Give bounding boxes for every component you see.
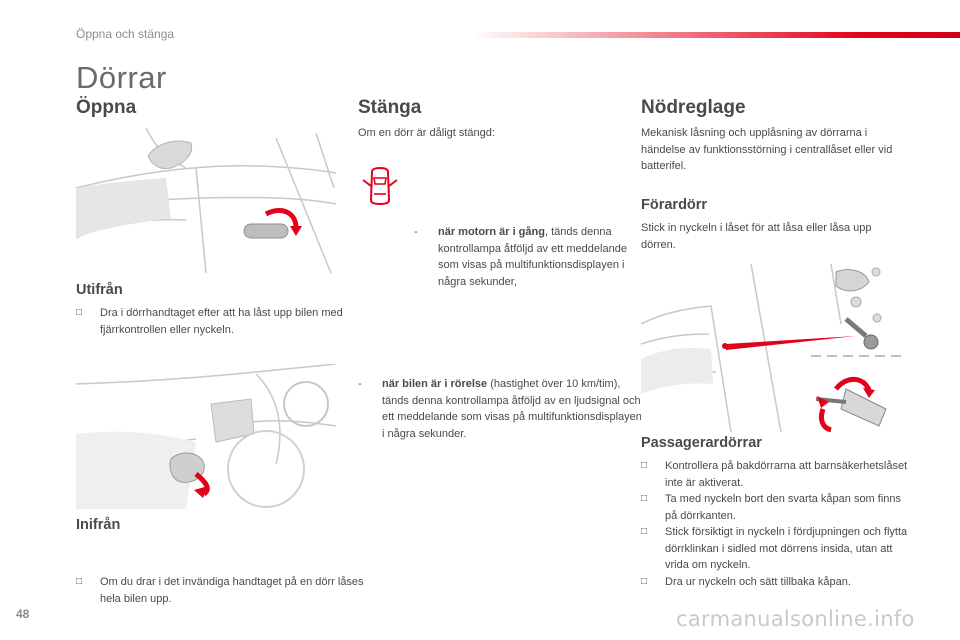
driver-door-text: Stick in nyckeln i låset för att låsa eller låsa upp dörren. — [641, 222, 872, 251]
interior-door-handle-illustration — [76, 364, 336, 509]
watermark: carmanualsonline.info — [676, 607, 915, 631]
door-open-warning-icon — [362, 166, 398, 206]
passenger-bullet-list — [641, 458, 909, 590]
heading-outside: Utifrån — [76, 282, 123, 298]
close-intro: Om en dörr är dåligt stängd: — [358, 127, 495, 139]
close-item-moving-bold: när bilen är i rörelse — [382, 378, 488, 390]
bullet-inside — [76, 574, 365, 607]
close-item-engine-text: , tänds denna kontrollampa åtföljd av ett meddelande som visas på multifunktionsdisplayen i några sekunder, — [438, 226, 627, 288]
page-title: Dörrar — [76, 60, 167, 95]
list-item: □ Kontrollera på bakdörrarna att barnsäkerhetslåset inte är aktiverat. — [641, 460, 908, 489]
header-accent-rule — [470, 32, 960, 38]
bullet-square-icon: □ — [641, 526, 648, 537]
bullet-square-icon: □ — [641, 575, 648, 587]
close-item-moving: - när bilen är i rörelse (hastighet över 10 km/tim), tänds denna kontrollampa åtföljd av en ljudsignal och ett meddelande som visas på multifunktionsdisplayen i några sekunder. — [358, 378, 642, 440]
door-lock-key-illustration — [641, 264, 903, 432]
heading-open: Öppna — [76, 97, 137, 118]
list-item: □ Dra ur nyckeln och sätt tillbaka kåpan. — [641, 574, 909, 591]
heading-passenger-doors: Passagerardörrar — [641, 435, 762, 451]
bullet-square-icon: □ — [641, 460, 648, 471]
heading-close: Stänga — [358, 97, 422, 118]
list-item: □ Stick försiktigt in nyckeln i fördjupningen och flytta dörrklinkan i sidled mot dörrens insida, utan att vrida om nyckeln. — [641, 526, 908, 571]
close-item-moving-text: (hastighet över 10 km/tim), tänds denna kontrollampa åtföljd av en ljudsignal och ett meddelande som visas på multifunktionsdisplayen i några sekunder. — [382, 378, 642, 440]
list-item: □ Ta med nyckeln bort den svarta kåpan som finns på dörrkanten. — [641, 493, 902, 522]
page-number: 48 — [16, 607, 30, 621]
heading-driver-door: Förardörr — [641, 197, 708, 213]
close-item-engine: - när motorn är i gång, tänds denna kontrollampa åtföljd av ett meddelande som visas på multifunktionsdisplayen i några sekunder, — [414, 226, 627, 288]
bullet-square-icon: □ — [76, 307, 83, 318]
close-item-engine-bold: när motorn är i gång — [438, 226, 545, 238]
heading-inside: Inifrån — [76, 517, 121, 533]
bullet-inside-text: Om du drar i det invändiga handtaget på en dörr låses hela bilen upp. — [100, 576, 364, 605]
heading-emergency: Nödreglage — [641, 97, 746, 118]
exterior-door-handle-illustration — [76, 128, 336, 273]
bullet-outside-text: Dra i dörrhandtaget efter att ha låst upp bilen med fjärrkontrollen eller nyckeln. — [100, 307, 343, 336]
emergency-intro: Mekanisk låsning och upplåsning av dörrarna i händelse av funktionsstörning i centrallåset eller vid batterifel. — [641, 127, 893, 172]
bullet-square-icon: □ — [641, 493, 648, 504]
bullet-square-icon: □ — [76, 576, 83, 587]
section-label: Öppna och stänga — [76, 27, 175, 41]
bullet-outside — [76, 305, 355, 338]
